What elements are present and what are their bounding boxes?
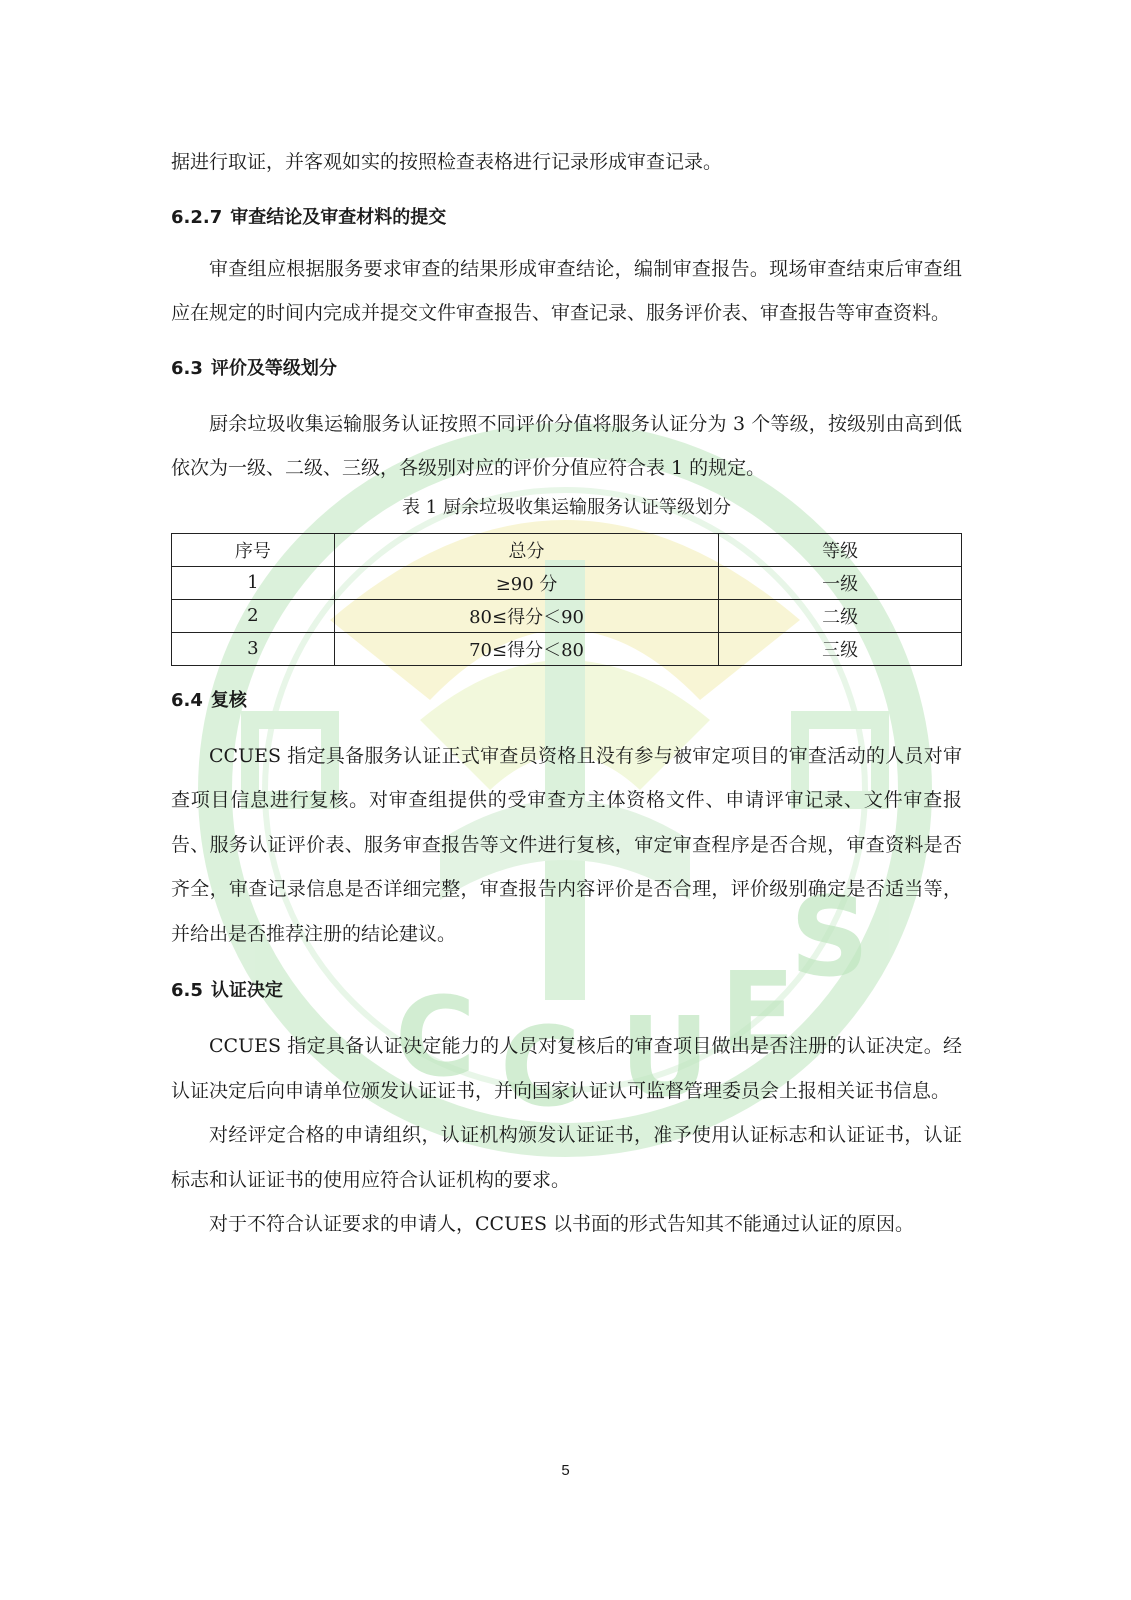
document-body [171,140,962,1247]
table-header-cell: 总分 [334,533,719,566]
heading-number: 6.4 [171,689,203,711]
heading-6-5 [171,978,962,1004]
table-cell: 一级 [719,566,962,599]
heading-6-2-7 [171,205,962,231]
table-cell: 2 [172,599,335,632]
heading-6-3 [171,356,962,382]
table-cell: 1 [172,566,335,599]
table-cell: 3 [172,632,335,665]
watermark-letter: E [720,948,796,1076]
table-caption: 表 1 厨余垃圾收集运输服务认证等级划分 [402,496,731,518]
paragraph-6-2-7: 审查组应根据服务要求审查的结果形成审查结论，编制审查报告。现场审查结束后审查组应在规定的时间内完成并提交文件审查报告、审查记录、服务评价表、审查报告等审查资料。 [171,257,962,324]
heading-title: 审查结论及审查材料的提交 [230,206,447,228]
table-header-cell: 序号 [172,533,335,566]
watermark-letter: C [395,973,476,1101]
page-number: 5 [561,1462,570,1479]
table-row [172,632,962,665]
heading-title: 复核 [210,689,247,711]
watermark-letter: C [500,1003,581,1131]
table-header-row [172,533,962,566]
table-row [172,599,962,632]
paragraph-6-5-rejected: 对于不符合认证要求的申请人，CCUES 以书面的形式告知其不能通过认证的原因。 [209,1213,915,1235]
paragraph-6-4: CCUES 指定具备服务认证正式审查员资格且没有参与被审定项目的审查活动的人员对审查项目信息进行复核。对审查组提供的受审查方主体资格文件、申请评审记录、文件审查报告、服务认证评价表、服务审查报告等文件进行复核，审定审查程序是否合规，审查资料是否齐全，审查记录信息是否详细完整，审查报告内容评价是否合理，评价级别确定是否适当等，并给出是否推荐注册的结论建议。 [171,744,962,945]
heading-6-4 [171,688,962,714]
heading-number: 6.5 [171,980,203,1001]
table-header-cell: 等级 [719,533,962,566]
table-cell: 80≤得分＜90 [334,599,719,632]
table-cell: 三级 [719,632,962,665]
table-cell: 70≤得分＜80 [334,632,719,665]
paragraph-6-5-qualified: 对经评定合格的申请组织，认证机构颁发认证证书，准予使用认证标志和认证证书，认证标志和认证证书的使用应符合认证机构的要求。 [171,1124,962,1191]
heading-title: 认证决定 [210,980,283,1001]
watermark-letter: S [790,873,870,1001]
paragraph-6-3: 厨余垃圾收集运输服务认证按照不同评价分值将服务认证分为 3 个等级，按级别由高到低依次为一级、二级、三级，各级别对应的评价分值应符合表 1 的规定。 [171,412,962,479]
heading-number: 6.2.7 [171,206,223,228]
watermark-letter: U [620,993,710,1121]
table-row [172,566,962,599]
paragraph-6-5-decision: CCUES 指定具备认证决定能力的人员对复核后的审查项目做出是否注册的认证决定。经认证决定后向申请单位颁发认证证书，并向国家认证认可监督管理委员会上报相关证书信息。 [171,1035,962,1102]
heading-title: 评价及等级划分 [210,357,337,379]
table-cell: ≥90 分 [334,566,719,599]
grade-table [171,533,962,666]
heading-number: 6.3 [171,357,203,379]
paragraph-intro: 据进行取证，并客观如实的按照检查表格进行记录形成审查记录。 [171,151,723,173]
table-cell: 二级 [719,599,962,632]
